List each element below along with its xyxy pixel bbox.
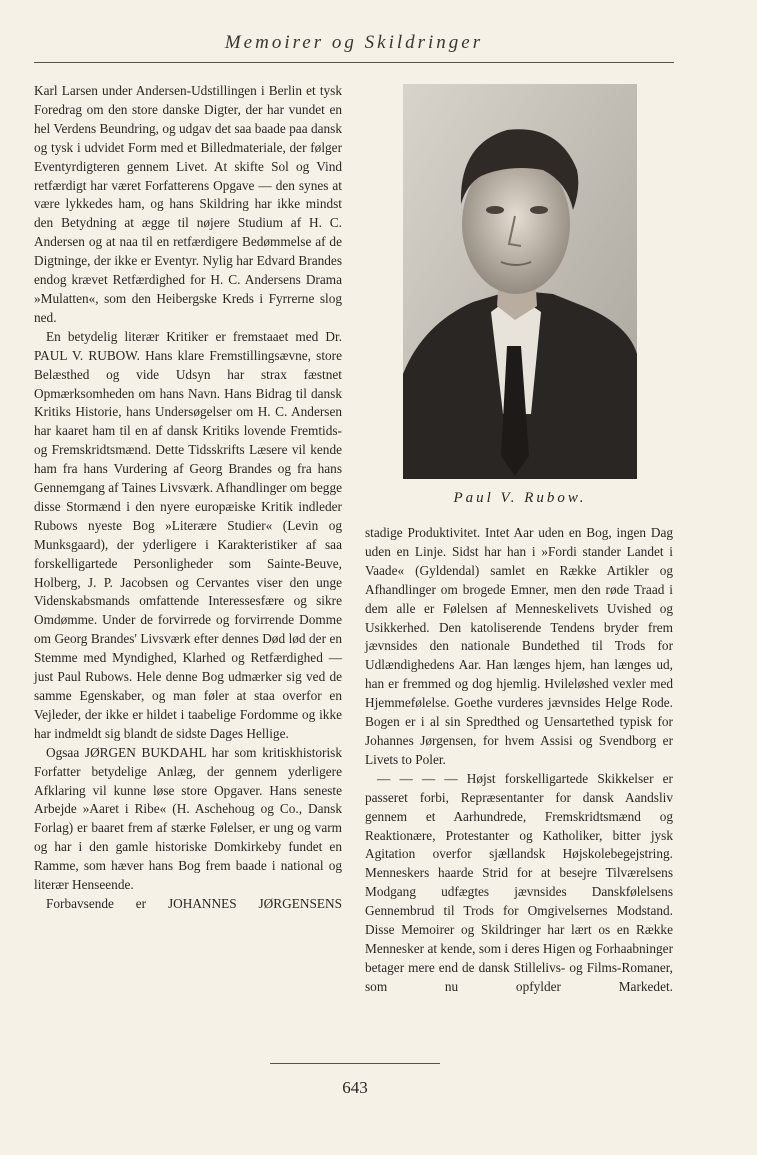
paragraph: — — — — Højst forskelligartede Skikkelser er passeret forbi, Repræsentanter for dansk Aandsliv gennem et Aarhundrede, Fremskridtsmænd og Reaktionære, Protestanter og Katholiker, bitter jysk Agitation overfor sjællandsk Højskolebegejstring. Menneskers haarde Strid for at besejre Tilværelsens Modgang udfægtes jævnsides Danskfølelsens Gennembrud til Trods for Omgivelsernes Modstand. Disse Memoirer og Skildringer har lært os en Række Mennesker at kende, som i deres Higen og Forhaabninger betager mere end de dansk Stillelivs- og Films-Romaner, som nu opfylder Markedet. (365, 770, 673, 994)
paragraph: Forbavsende er JOHANNES JØRGENSENS (46, 895, 342, 911)
right-column (365, 524, 673, 997)
paragraph: Karl Larsen under Andersen-Udstillingen i Berlin et tysk Foredrag om den store danske Digter, der har vundet en hel Verdens Beundring, og udgav det saa baade paa dansk og tysk i udvidet Form med et Billedmateriale, der følger Eventyrdigteren gennem Livet. At skifte Sol og Vind retfærdigt har været Forfatterens Opgave — den synes at være lykkedes ham, og hans Skildring har ikke mindst den Betydning at ægge til nøjere Studium af H. C. Andersen og at naa til en retfærdigere Bedømmelse af de Digtninge, der ikke er Eventyr. Nylig har Edvard Brandes endog krævet Retfærdighed for H. C. Andersens Drama »Mulatten«, som den Heibergske Kreds i Fyrrerne slog ned. (34, 83, 342, 325)
photo-caption: Paul V. Rubow. (453, 490, 587, 506)
running-header: Memoirer og Skildringer (224, 32, 484, 53)
portrait-photo (403, 84, 637, 479)
left-column (34, 82, 342, 914)
portrait-illustration (403, 84, 637, 479)
footer-rule (270, 1063, 440, 1064)
paragraph: stadige Produktivitet. Intet Aar uden en Bog, ingen Dag uden en Linje. Sidst har han i »Fordi stander Landet i Vaade« (Gyldendal) samlet en Række Artikler og Afhandlinger om brogede Emner, men den røde Traad i dem alle er Følelsen af Menneskelivets Uvished og Usikkerhed. Den katoliserende Tendens bryder frem jævnsides den nationale Bundethed til Trods for Udlændighedens Aar. Han længes hjem, han længes ud, han er fremmed og dog hjemlig. Hvileløshed vexler med Hjemmefølelse. Goethe vurderes jævnsides Helge Rode. Bogen er i al sin Spredthed og Uensartethed typisk for Johannes Jørgensen, for hvem Assisi og Svendborg er Livets to Poler. (365, 525, 673, 767)
page-number: 643 (342, 1078, 368, 1097)
paragraph: Ogsaa JØRGEN BUKDAHL har som kritiskhistorisk Forfatter betydelige Anlæg, der gennem yderligere Afklaring vil kunne løse store Opgaver. Hans seneste Arbejde »Aaret i Ribe« (H. Aschehoug og Co., Dansk Forlag) er baaret frem af stærke Følelser, er ung og varm og har i den gamle historiske Domkirkeby fundet en Ramme, som hæver hans Bog frem baade i national og literær Henseende. (34, 744, 342, 893)
header-rule (34, 62, 674, 63)
paragraph: En betydelig literær Kritiker er fremstaaet med Dr. PAUL V. RUBOW. Hans klare Fremstillingsævne, store Belæsthed og vide Udsyn har strax fæstnet Opmærksomheden om hans Navn. Hans Bidrag til dansk Kritiks Historie, hans Undersøgelser om H. C. Andersen har kaaret ham til en af dansk Kritiks lovende Fremtids- og Fremskridtsmænd. Dette Tidsskrifts Læsere vil kende ham fra hans Vurdering af Georg Brandes og fra hans Gennemgang af Taines Livsværk. Afhandlinger om begge disse Stormænd i den nyere europæiske Kritik indleder Rubows nyeste Bog »Literære Studier« (Levin og Munksgaard), der yderligere i Karakteristiker af saa forskelligartede Personligheder som Sainte-Beuve, Holberg, J. P. Jacobsen og Cervantes viser den unge Videnskabsmands omfattende Interessesfære og sikre Omdømme. Under de forvirrede og forvirrende Domme om Georg Brandes' Livsværk efter dennes Død lød der en Stemme med Myndighed, Klarhed og Retfærdighed — just Paul Rubows. Hele denne Bog udmærker sig ved de samme Egenskaber, og man føler at staa overfor en Vejleder, der ikke er hildet i taabelige Fordomme og ikke har indmeldt sig blandt de sidste Dages Hellige. (34, 328, 342, 741)
